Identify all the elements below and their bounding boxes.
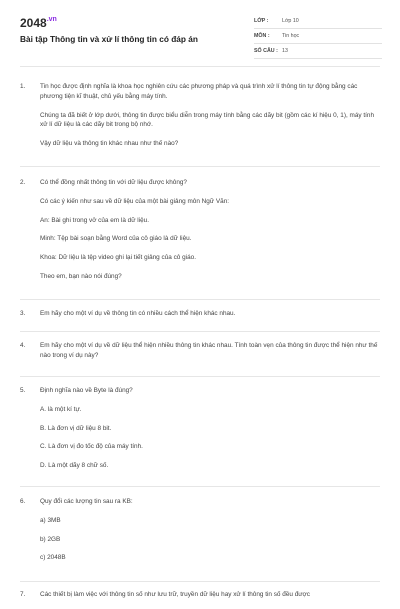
divider bbox=[20, 376, 380, 377]
question-number: 5. bbox=[20, 387, 26, 394]
question-number: 2. bbox=[20, 179, 26, 186]
question-body bbox=[40, 590, 380, 600]
meta-value: Lớp 10 bbox=[282, 18, 299, 24]
question-body bbox=[40, 386, 380, 471]
logo-number: 2048 bbox=[20, 16, 47, 30]
question-text: Tin học được định nghĩa là khoa học nghiên cứu các phương pháp và quá trình xử lí thông tin tự động bằng các phương tiện kĩ thuật, chủ yếu bằng máy tính. bbox=[40, 83, 358, 100]
question-1 bbox=[20, 82, 380, 158]
divider bbox=[20, 299, 380, 300]
document-title: Bài tập Thông tin và xử lí thông tin có đáp án bbox=[20, 34, 198, 44]
answer-item: a) 3MB bbox=[40, 516, 61, 524]
logo-tld: .vn bbox=[46, 16, 57, 23]
answer-option: B. Là đơn vị dữ liệu 8 bit. bbox=[40, 424, 112, 432]
question-7 bbox=[20, 590, 380, 609]
question-text: Chúng ta đã biết ở lớp dưới, thông tin được biểu diễn trong máy tính bằng các dãy bit (gồm các kí hiệu 0, 1), máy tính xử lí dữ liệu là các dãy bit trong bộ nhớ. bbox=[40, 111, 375, 129]
question-text: An: Bài ghi trong vở của em là dữ liệu. bbox=[40, 216, 149, 224]
meta-row-count bbox=[254, 44, 382, 59]
divider bbox=[20, 331, 380, 332]
meta-value: Tin học bbox=[282, 33, 300, 39]
question-3 bbox=[20, 309, 380, 328]
header-divider bbox=[20, 66, 380, 67]
question-text: Theo em, bạn nào nói đúng? bbox=[40, 272, 122, 280]
question-body bbox=[40, 82, 380, 149]
question-2 bbox=[20, 178, 380, 291]
question-body bbox=[40, 341, 380, 361]
header bbox=[0, 0, 400, 62]
divider bbox=[20, 486, 380, 487]
answer-item: b) 2GB bbox=[40, 535, 61, 543]
question-number: 1. bbox=[20, 83, 26, 90]
meta-key: MÔN : bbox=[254, 33, 270, 39]
divider bbox=[20, 581, 380, 582]
answer-item: c) 2048B bbox=[40, 554, 66, 562]
question-5 bbox=[20, 386, 380, 480]
meta-row-class bbox=[254, 14, 382, 29]
question-number: 7. bbox=[20, 591, 26, 598]
divider bbox=[20, 166, 380, 167]
question-number: 3. bbox=[20, 310, 26, 317]
question-text: Có thể đồng nhất thông tin với dữ liệu được không? bbox=[40, 179, 187, 186]
answer-option: D. Là một dãy 8 chữ số. bbox=[40, 462, 109, 470]
answer-option: A. là một kí tự. bbox=[40, 405, 82, 413]
question-body bbox=[40, 309, 380, 319]
meta-key: LỚP : bbox=[254, 18, 269, 24]
meta-row-subject bbox=[254, 29, 382, 44]
question-4 bbox=[20, 341, 380, 370]
question-text: Em hãy cho một ví dụ về thông tin có nhiều cách thể hiện khác nhau. bbox=[40, 310, 236, 317]
question-text: Minh: Tệp bài soạn bằng Word của cô giáo là dữ liệu. bbox=[40, 235, 192, 243]
question-text: Định nghĩa nào về Byte là đúng? bbox=[40, 387, 133, 394]
question-body bbox=[40, 178, 380, 282]
question-text: Quy đổi các lượng tin sau ra KB: bbox=[40, 498, 133, 505]
meta-value: 13 bbox=[282, 48, 288, 54]
meta-table bbox=[254, 14, 382, 59]
meta-key: SỐ CÂU : bbox=[254, 48, 278, 54]
question-text: Khoa: Dữ liệu là tệp video ghi lại tiết giảng của cô giáo. bbox=[40, 254, 196, 262]
question-body bbox=[40, 497, 380, 563]
question-number: 6. bbox=[20, 498, 26, 505]
question-text: Có các ý kiến như sau về dữ liệu của một bài giảng môn Ngữ Văn: bbox=[40, 197, 230, 205]
question-text: Em hãy cho một ví dụ về dữ liệu thể hiện nhiều thông tin khác nhau. Tính toàn vẹn của thông tin được thể hiện như thế nào trong ví dụ này? bbox=[40, 342, 378, 359]
question-number: 4. bbox=[20, 342, 26, 349]
question-text: Các thiết bị làm việc với thông tin số như lưu trữ, truyền dữ liệu hay xử lí thông tin số đều được bbox=[40, 591, 310, 598]
answer-option: C. Là đơn vị đo tốc độ của máy tính. bbox=[40, 443, 143, 451]
question-text: Vậy dữ liệu và thông tin khác nhau như thế nào? bbox=[40, 140, 179, 148]
site-logo[interactable] bbox=[20, 16, 57, 30]
question-6 bbox=[20, 497, 380, 572]
